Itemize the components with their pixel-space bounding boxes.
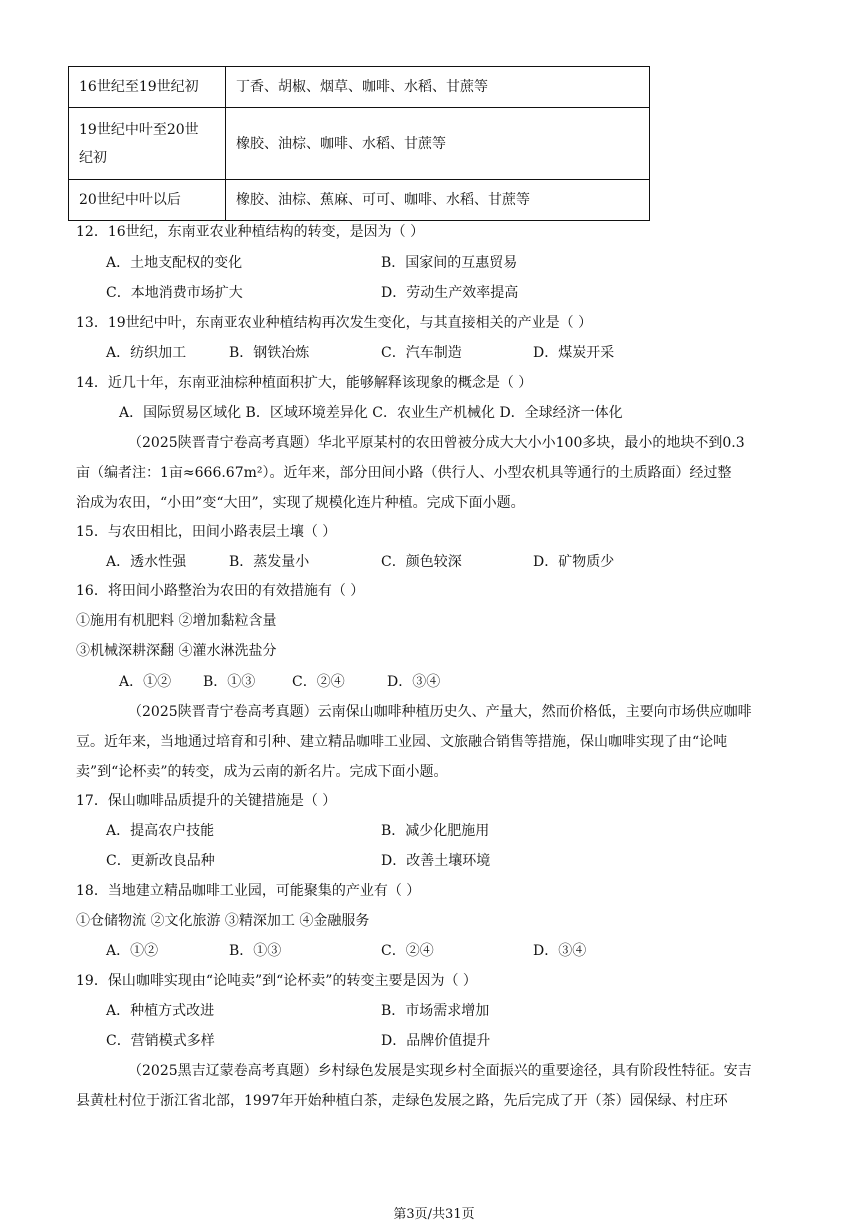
question-13-option-a: A．纺织加工: [106, 345, 187, 361]
table-row: [69, 108, 650, 180]
period-cell: [69, 108, 226, 180]
question-16-items-1: ①施用有机肥料 ②增加黏粒含量: [76, 613, 277, 629]
passage-line: 卖”到“论杯卖”的转变，成为云南的新名片。完成下面小题。: [76, 764, 448, 780]
passage-line: 县黄杜村位于浙江省北部，1997年开始种植白茶，走绿色发展之路，先后完成了开（茶）园保绿、村庄环: [76, 1093, 728, 1109]
table-row: [69, 180, 650, 221]
period-line: 19世纪中叶至20世: [79, 121, 199, 138]
question-17-option-c: C．更新改良品种: [106, 853, 215, 869]
question-17-option-b: B．减少化肥施用: [381, 823, 490, 839]
question-18-stem: 18．当地建立精品咖啡工业园，可能聚集的产业有（ ）: [76, 883, 421, 899]
question-16-option-d: D．③④: [387, 674, 441, 690]
question-16-option-b: B．①③: [203, 674, 256, 690]
passage-line: （2025黑吉辽蒙卷高考真题）乡村绿色发展是实现乡村全面振兴的重要途径，具有阶段性特征。安吉: [128, 1063, 752, 1079]
question-17-stem: 17．保山咖啡品质提升的关键措施是（ ）: [76, 793, 337, 809]
passage-1: [76, 428, 745, 518]
passage-line: 亩（编者注：1亩≈666.67m²）。近年来，部分田间小路（供行人、小型农机具等通行的土质路面）经过整: [76, 465, 732, 481]
crops-cell: 橡胶、油棕、蕉麻、可可、咖啡、水稻、甘蔗等: [226, 180, 650, 221]
question-15-option-c: C．颜色较深: [381, 554, 462, 570]
question-13-stem: 13．19世纪中叶，东南亚农业种植结构再次发生变化，与其直接相关的产业是（ ）: [76, 315, 593, 331]
question-15-option-d: D．矿物质少: [533, 554, 615, 570]
question-12-option-d: D．劳动生产效率提高: [381, 285, 519, 301]
passage-2: [76, 697, 752, 787]
period-cell: 16世纪至19世纪初: [69, 67, 226, 108]
table-row: [69, 67, 650, 108]
question-19-option-a: A．种植方式改进: [106, 1003, 215, 1019]
question-12-option-c: C．本地消费市场扩大: [106, 285, 243, 301]
question-16-option-a: A．①②: [119, 674, 172, 690]
question-18-option-c: C．②④: [381, 943, 434, 959]
question-12-stem: 12．16世纪，东南亚农业种植结构的转变，是因为（ ）: [76, 224, 425, 240]
period-cell: 20世纪中叶以后: [69, 180, 226, 221]
passage-line: 治成为农田，“小田”变“大田”，实现了规模化连片种植。完成下面小题。: [76, 495, 525, 511]
passage-line: 豆。近年来，当地通过培育和引种、建立精品咖啡工业园、文旅融合销售等措施，保山咖啡实现了由“论吨: [76, 734, 728, 750]
question-13-option-b: B．钢铁冶炼: [229, 345, 310, 361]
question-14-options: A．国际贸易区域化 B．区域环境差异化 C．农业生产机械化 D．全球经济一体化: [119, 405, 623, 421]
question-17-option-a: A．提高农户技能: [106, 823, 215, 839]
question-19-option-b: B．市场需求增加: [381, 1003, 490, 1019]
question-17-option-d: D．改善土壤环境: [381, 853, 491, 869]
question-18-option-b: B．①③: [229, 943, 282, 959]
crops-cell: 丁香、胡椒、烟草、咖啡、水稻、甘蔗等: [226, 67, 650, 108]
question-18-option-d: D．③④: [533, 943, 587, 959]
question-16-stem: 16．将田间小路整治为农田的有效措施有（ ）: [76, 583, 365, 599]
passage-3: [76, 1056, 752, 1116]
period-line: 纪初: [79, 149, 107, 166]
question-19-option-d: D．品牌价值提升: [381, 1033, 491, 1049]
page-number: 第3页/共31页: [393, 1207, 475, 1222]
crops-cell: 橡胶、油棕、咖啡、水稻、甘蔗等: [226, 108, 650, 180]
question-16-items-2: ③机械深耕深翻 ④灌水淋洗盐分: [76, 643, 277, 659]
question-12-option-b: B．国家间的互惠贸易: [381, 255, 518, 271]
passage-line: （2025陕晋青宁卷高考真题）云南保山咖啡种植历史久、产量大，然而价格低，主要向市场供应咖啡: [128, 704, 752, 720]
question-16-option-c: C．②④: [292, 674, 345, 690]
crop-period-table: [68, 66, 650, 221]
question-13-option-d: D．煤炭开采: [533, 345, 615, 361]
question-14-stem: 14．近几十年，东南亚油棕种植面积扩大，能够解释该现象的概念是（ ）: [76, 375, 533, 391]
question-19-option-c: C．营销模式多样: [106, 1033, 215, 1049]
question-13-option-c: C．汽车制造: [381, 345, 462, 361]
question-12-option-a: A．土地支配权的变化: [106, 255, 243, 271]
question-15-option-a: A．透水性强: [106, 554, 187, 570]
question-18-option-a: A．①②: [106, 943, 159, 959]
passage-line: （2025陕晋青宁卷高考真题）华北平原某村的农田曾被分成大大小小100多块，最小的地块不到0.3: [128, 435, 745, 451]
question-18-items: ①仓储物流 ②文化旅游 ③精深加工 ④金融服务: [76, 913, 370, 929]
question-15-stem: 15．与农田相比，田间小路表层土壤（ ）: [76, 524, 337, 540]
question-15-option-b: B．蒸发量小: [229, 554, 310, 570]
question-19-stem: 19．保山咖啡实现由“论吨卖”到“论杯卖”的转变主要是因为（ ）: [76, 973, 477, 989]
